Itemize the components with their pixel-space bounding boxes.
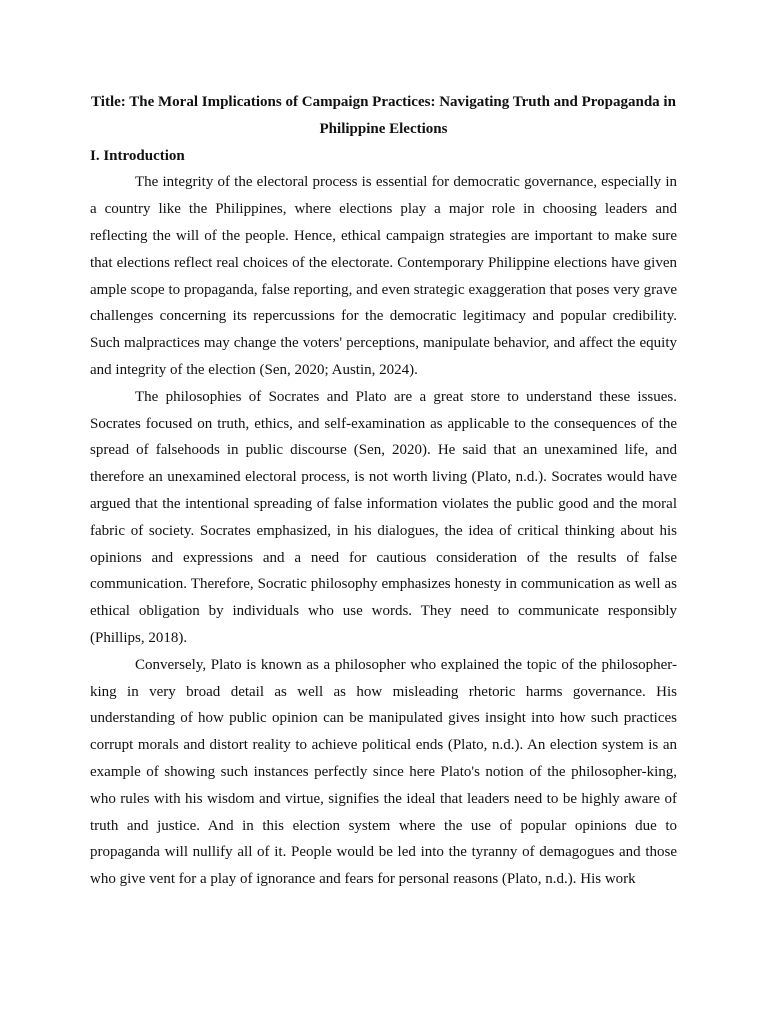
paragraph-1: The integrity of the electoral process is essential for democratic governance, especially in a country like the Philippines, where elections play a major role in choosing leaders and reflecting the will of the people. Hence, ethical campaign strategies are important to make sure that elections reflect real choices of the electorate. Contemporary Philippine elections have given ample scope to propaganda, false reporting, and even strategic exaggeration that poses very grave challenges concerning its repercussions for the democratic legitimacy and popular credibility. Such malpractices may change the voters' perceptions, manipulate behavior, and affect the equity and integrity of the election (Sen, 2020; Austin, 2024). bbox=[90, 174, 677, 378]
document-page bbox=[90, 89, 677, 893]
paragraph-2: The philosophies of Socrates and Plato are a great store to understand these issues. Socrates focused on truth, ethics, and self-examination as applicable to the consequences of the spread of falsehoods in public discourse (Sen, 2020). He said that an unexamined life, and therefore an unexamined electoral process, is not worth living (Plato, n.d.). Socrates would have argued that the intentional spreading of false information violates the public good and the moral fabric of society. Socrates emphasized, in his dialogues, the idea of critical thinking about his opinions and expressions and a need for cautious consideration of the results of false communication. Therefore, Socratic philosophy emphasizes honesty in communication as well as ethical obligation by individuals who use words. They need to communicate responsibly (Phillips, 2018). bbox=[90, 388, 677, 646]
paragraph-3: Conversely, Plato is known as a philosopher who explained the topic of the philosopher-king in very broad detail as well as how misleading rhetoric harms governance. His understanding of how public opinion can be manipulated gives insight into how such practices corrupt morals and distort reality to achieve political ends (Plato, n.d.). An election system is an example of showing such instances perfectly since here Plato's notion of the philosopher-king, who rules with his wisdom and virtue, signifies the ideal that leaders need to be highly aware of truth and justice. And in this election system where the use of popular opinions due to propaganda will nullify all of it. People would be led into the tyranny of demagogues and those who give vent for a play of ignorance and fears for personal reasons (Plato, n.d.). His work bbox=[90, 656, 677, 888]
section-heading: I. Introduction bbox=[90, 147, 185, 164]
document-title: Title: The Moral Implications of Campaign Practices: Navigating Truth and Propaganda in Philippine Elections bbox=[91, 94, 676, 137]
